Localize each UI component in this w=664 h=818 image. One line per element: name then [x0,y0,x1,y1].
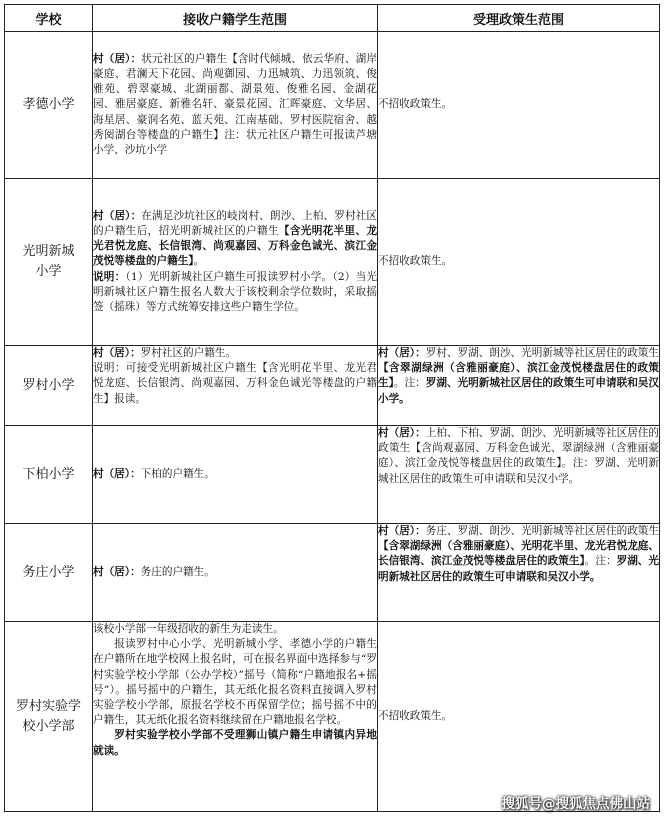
bold-text: 说明： [93,270,126,283]
policy-cell [378,346,660,426]
table-header-row [5,5,660,32]
text-segment: 务庄、罗湖、朗沙、光明新城等社区居住的政策生 [425,525,660,537]
range-cell [93,622,378,812]
paragraph [93,637,377,728]
range-cell [93,524,378,622]
policy-cell [378,426,660,524]
enrollment-table [4,4,660,812]
bold-text: 村（居）： [93,209,142,222]
school-name: 光明新城小学 [5,179,93,346]
watermark: 搜狐号@搜狐焦点佛山站 [501,796,650,812]
text-segment: 。注： [584,555,617,568]
text-segment: 不招收政策生。 [378,709,453,722]
text-segment: 该校小学部一年级招收的新生为走读生。 [93,623,284,635]
header-range: 接收户籍学生范围 [93,5,378,32]
table-row [5,524,660,622]
text-segment: 务庄的户籍生。 [140,565,215,578]
header-policy: 受理政策生范围 [378,5,660,32]
school-name: 务庄小学 [5,524,93,622]
bold-text: 村（居）： [93,565,141,578]
paragraph [93,728,377,758]
bold-text: 【含光明花半里、龙光君悦龙庭、长信银湾、尚观嘉园、万科金色诚光、滨江金茂悦等楼盘的户籍生】 [93,224,378,268]
policy-cell [378,32,660,179]
school-name: 罗村实验学校小学部 [5,622,93,812]
text-segment: 报读罗村中心小学、光明新城小学、孝德小学的户籍生在户籍所在地学校网上报名时，可在报名界面中选择参与“罗村实验学校小学部（公办学校）”摇号（简称“户籍地报名+摇号”）。摇号摇中的户籍生，其无纸化报名资料直接调入罗村实验学校小学部，原报名学校不再保留学位；摇号摇不中的户籍生，其无纸化报名资料继续留在户籍地报名学校。 [93,638,377,727]
policy-cell [378,622,660,812]
text-segment: （1）光明新城社区户籍生可报读罗村小学。（2）当光明新城社区户籍生报名人数大于该校剩余学位数时，采取摇签（摇珠）等方式统筹安排这些户籍生学位。 [93,270,377,313]
table-row [5,426,660,524]
text-segment: 下柏的户籍生。 [140,467,215,480]
text-segment: 罗村、罗湖、朗沙、光明新城等社区居住的政策生 [425,347,660,359]
bold-text: 村（居）： [378,347,426,359]
bold-text: 【含翠湖绿洲（含雅丽豪庭）、滨江金茂悦楼盘居住的政策生】 [378,362,659,390]
table-row [5,179,660,346]
bold-text: 罗湖、光明新城社区居住的政策生可申请联和吴汉小学。 [378,377,660,405]
text-segment: 上柏、下柏、罗湖、朗沙、光明新城等社区居住的政策生【含尚观嘉园、万科金色诚光、翠湖绿洲（含雅丽豪庭）、滨江金茂悦等楼盘居住的政策生】。注：罗湖、光明新城社区居住的政策生可申请联和吴汉小学。 [378,427,660,485]
range-cell [93,346,378,426]
text-segment: 状元社区的户籍生【含时代倾城、依云华府、湖岸豪庭、君澜天下花园、尚观御园、力迅城筑、力迅领筑、俊雅苑、碧翠豪城、北湖丽都、湖景苑、俊雅名园、金湖花园、雅居豪庭、新雅名轩、豪景花园、汇晖豪庭、文华居、海星居、豪润名苑、蓝天苑、江南基础、罗村医院宿舍、越秀阅湖台等楼盘的户籍生】注：状元社区户籍生可报读芦塘小学、沙坑小学 [93,52,377,156]
policy-cell [378,179,660,346]
bold-text: 村（居）： [93,52,142,65]
text-segment: 不招收政策生。 [378,98,453,111]
policy-cell [378,524,660,622]
bold-text: 村（居）： [378,525,426,537]
table-row [5,346,660,426]
range-cell [93,32,378,179]
text-segment: 。 [193,255,205,268]
bold-text: 罗湖、光明新城社区居住的政策生可申请联和吴汉小学。 [378,555,659,583]
bold-text: 村（居）： [93,467,141,480]
paragraph [93,622,377,637]
school-name: 罗村小学 [5,346,93,426]
text-segment: 在满足沙坑社区的岐岗村、朗沙、上柏、罗村社区的户籍生后，招光明新城社区的户籍生 [93,209,377,237]
text-segment: 。注： [393,377,426,390]
text-segment: 不招收政策生。 [378,255,453,268]
table-row [5,32,660,179]
header-school: 学校 [5,5,93,32]
table-row [5,622,660,812]
bold-text: 村（居）： [93,347,141,359]
bold-text: 【含翠湖绿洲（含雅丽豪庭）、光明花半里、龙光君悦龙庭、长信银湾、滨江金茂悦等楼盘居住的政策生】 [378,540,659,568]
range-cell [93,426,378,524]
bold-text: 村（居）： [378,427,426,439]
bold-text: 罗村实验学校小学部不受理狮山镇户籍生申请镇内异地就读。 [93,729,377,757]
school-name: 孝德小学 [5,32,93,179]
school-name: 下柏小学 [5,426,93,524]
text-segment: 说明：可接受光明新城社区户籍生【含光明花半里、龙光君悦龙庭、长信银湾、尚观嘉园、万科金色诚光等楼盘的户籍生】报读。 [93,362,377,405]
range-cell [93,179,378,346]
text-segment: 罗村社区的户籍生。 [140,347,237,359]
